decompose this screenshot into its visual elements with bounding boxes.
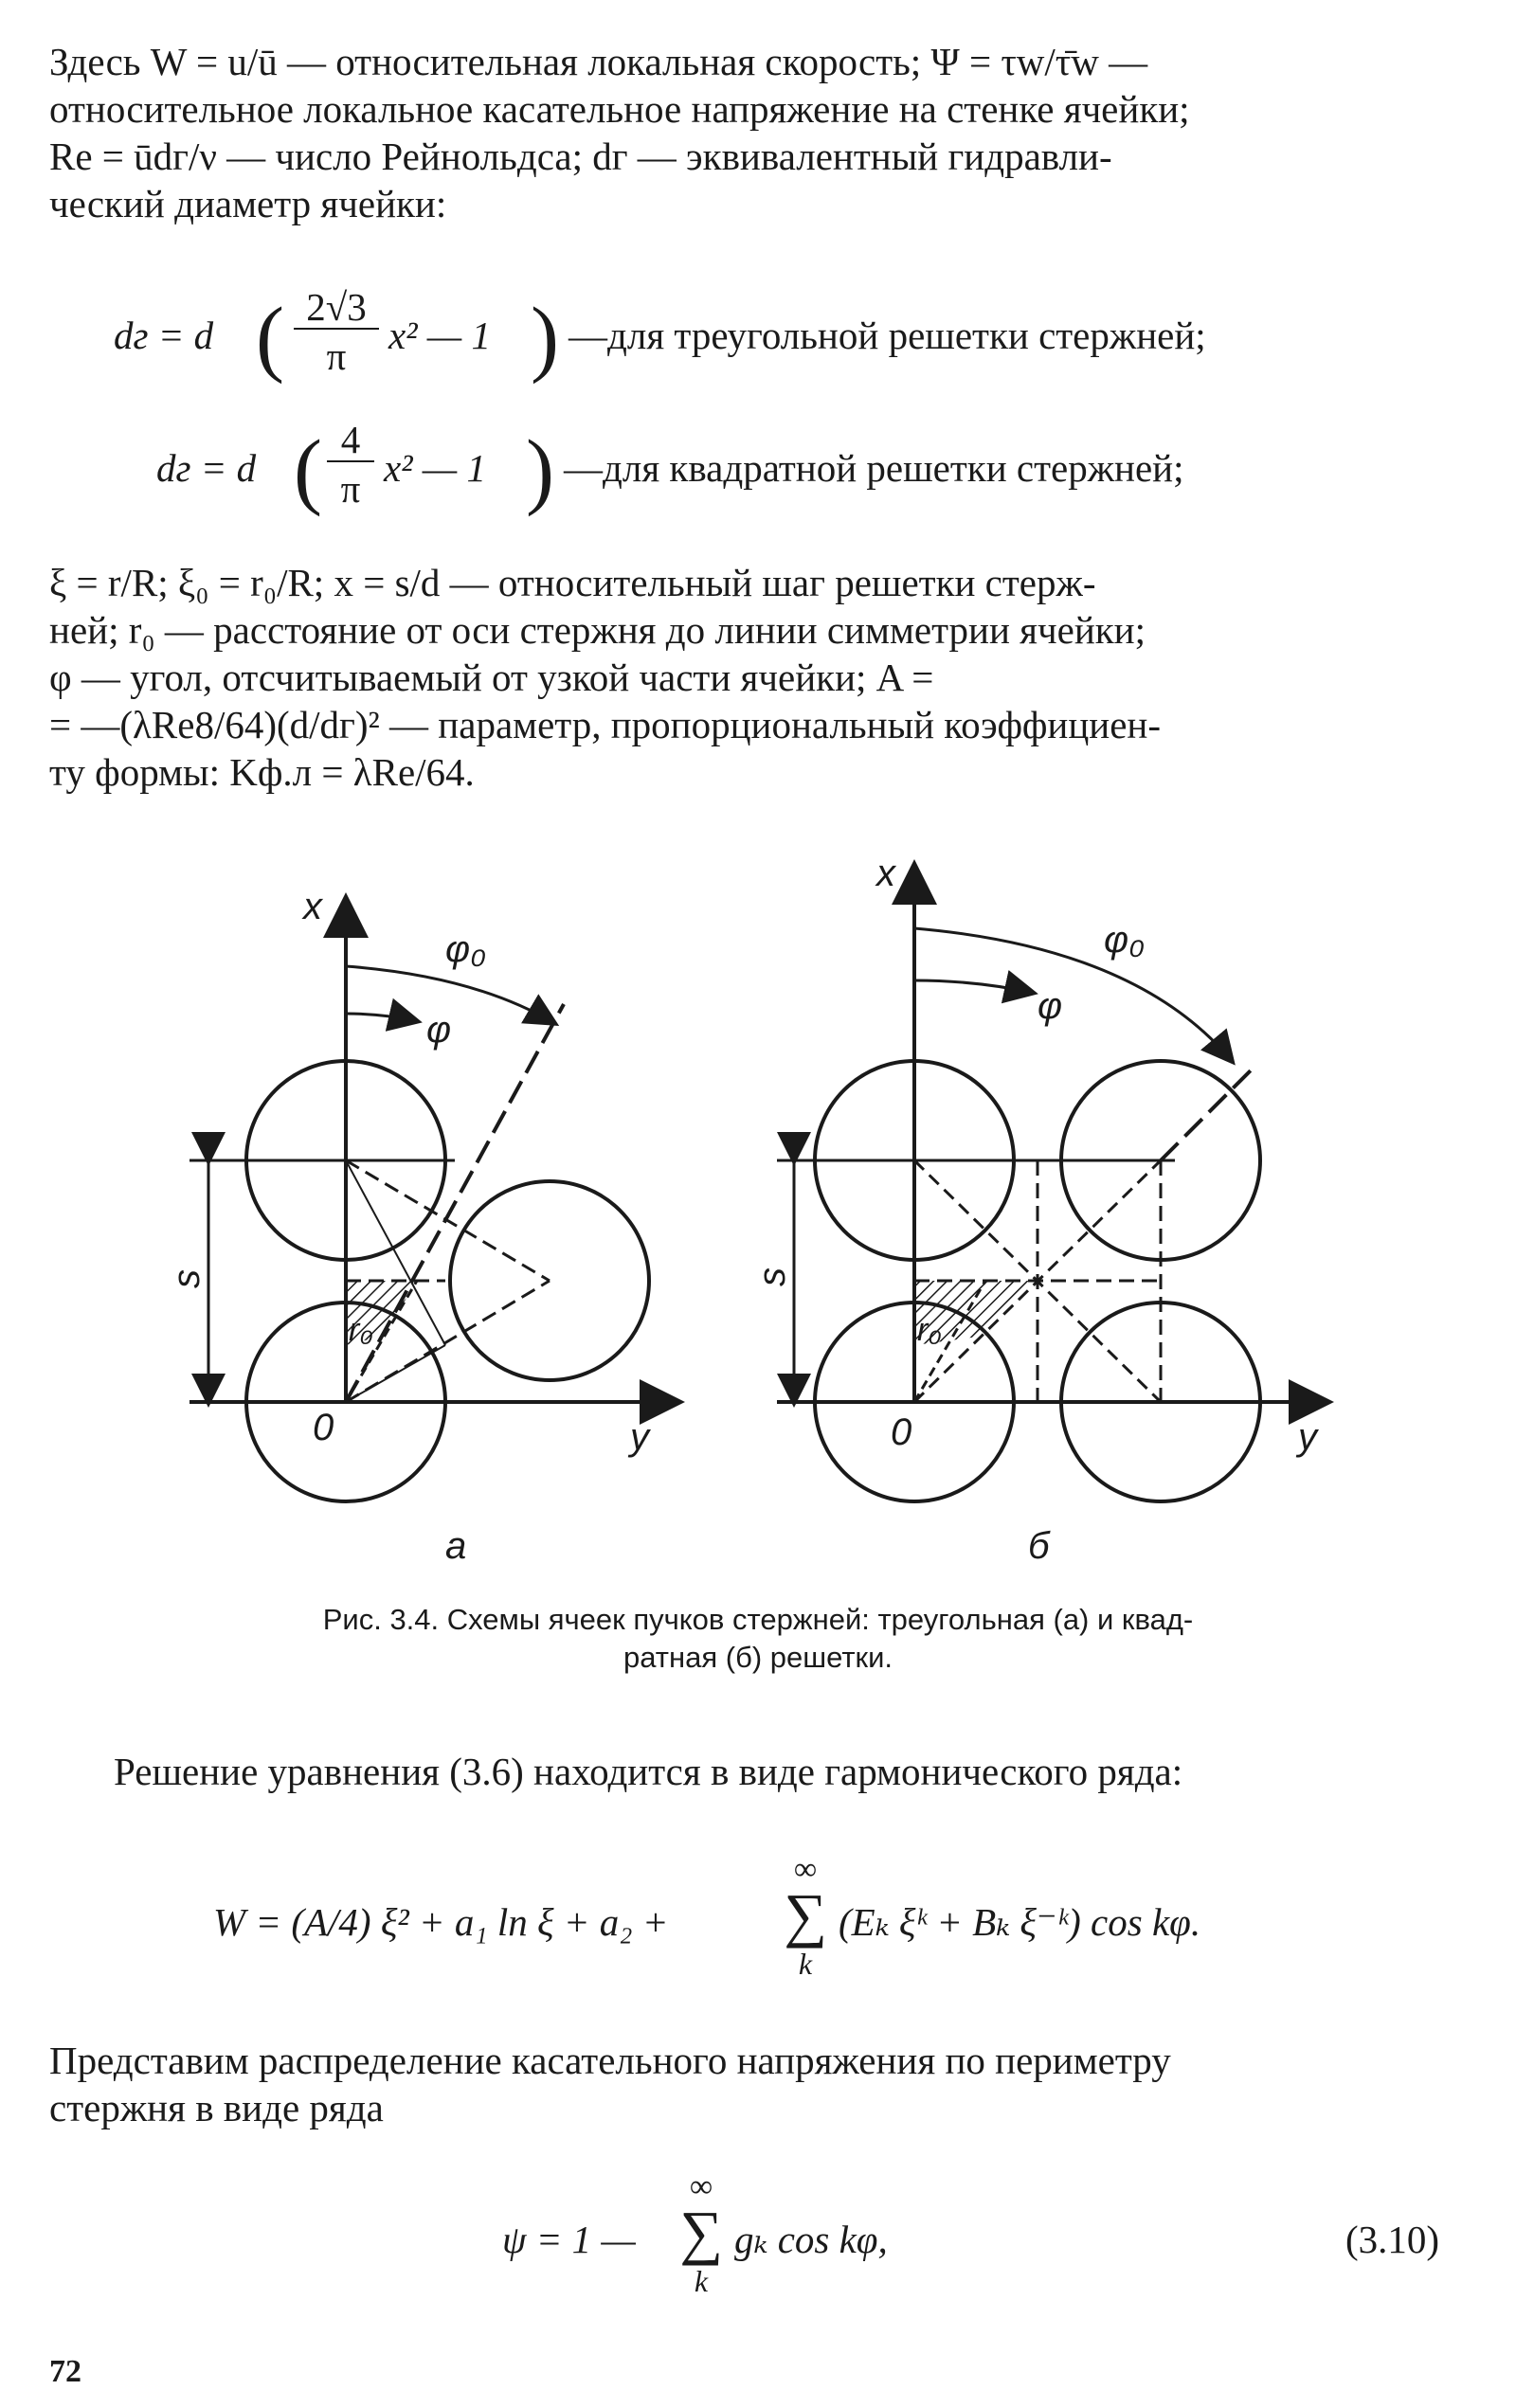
sum-upper: ∞ [689,2169,713,2204]
panel-label-a: a [445,1525,467,1567]
formula-note: —для квадратной решетки стержней; [564,446,1184,490]
text-line: Re = ūdг/ν — число Рейнольдса; dг — эквивалентный гидравли- [49,135,1112,178]
text-line: ξ = r/R; ξ₀ = r₀/R; x = s/d — относительный шаг решетки стерж- [49,561,1096,604]
y-axis-label: y [630,1416,649,1458]
formula-rest: x² — 1 [384,446,486,490]
text-line: = —(λRe8/64)(d/dг)² — параметр, пропорциональный коэффициен- [49,703,1162,746]
paren-close: ) [531,291,559,385]
sum-sign: ∑ [679,2199,723,2266]
paren-open: ( [294,423,322,517]
origin-label: 0 [313,1407,334,1448]
solution-paragraph [114,1748,1469,1795]
x-axis-label: x [303,886,322,927]
panel-label-b: б [1028,1525,1050,1567]
formula-lhs: dг = d [114,314,214,357]
panel-b-square [777,867,1326,1501]
frac-numerator: 4 [340,418,361,461]
panel-b-labels [751,853,1320,1567]
text-line: ту формы: Kф.л = λRe/64. [49,750,475,794]
triangle-side [346,1160,550,1281]
r0-label: r₀ [349,1312,373,1348]
intro-paragraph [49,38,1467,227]
y-axis-label: y [1298,1416,1317,1458]
r0-label: r₀ [917,1312,942,1348]
formula-psi-head: ψ = 1 — [502,2218,636,2261]
phi0-label: φ₀ [445,928,486,970]
x-axis-label: x [876,853,895,894]
thin-line [346,1345,445,1402]
sum-lower: k [798,1947,813,1981]
formula-w-head: W = (A/4) ξ² + a₁ ln ξ + a₂ + [213,1900,669,1944]
text-line: Здесь W = u/ū — относительная локальная скорость; Ψ = τw/τ̄w — [49,40,1148,83]
paren-open: ( [256,291,284,385]
origin-label: 0 [891,1411,912,1453]
formula-rest: x² — 1 [388,314,491,357]
text-line: ческий диаметр ячейки: [49,182,447,225]
frac-denominator: π [326,334,347,378]
phi0-ray [346,1004,564,1402]
s-label: s [166,1269,208,1288]
caption-line: Рис. 3.4. Схемы ячеек пучков стержней: треугольная (а) и квад- [322,1603,1194,1636]
text-line: φ — угол, отсчитываемый от узкой части ячейки; A = [49,656,934,699]
text-line: относительное локальное касательное напряжение на стенке ячейки; [49,87,1190,131]
panel-a-triangular [190,900,677,1501]
figure-caption [0,1601,1516,1677]
figure-rod-bundle-cells [0,834,1516,1591]
definitions-paragraph [49,559,1467,796]
frac-numerator: 2√3 [306,285,367,329]
page-number: 72 [49,2354,81,2389]
sum-lower: k [694,2264,709,2298]
s-label: s [751,1267,793,1286]
phi-arc [914,980,1033,993]
text-line: стержня в виде ряда [49,2086,384,2129]
text-line: Представим распределение касательного напряжения по периметру [49,2039,1171,2082]
text-line: ней; r₀ — расстояние от оси стержня до линии симметрии ячейки; [49,608,1146,652]
sum-upper: ∞ [793,1852,818,1887]
sum-sign: ∑ [784,1881,827,1949]
formula-lhs: dг = d [156,446,257,490]
phi0-arc [914,928,1232,1061]
formula-w-tail: (Eₖ ξᵏ + Bₖ ξ⁻ᵏ) cos kφ. [839,1900,1201,1944]
phi-label: φ [426,1009,452,1051]
phi-arc [346,1014,417,1021]
stress-paragraph [49,2037,1467,2131]
phi0-label: φ₀ [1104,919,1145,961]
frac-bar [294,328,379,330]
frac-bar [327,460,374,462]
phi-label: φ [1038,985,1063,1027]
equation-number: (3.10) [1345,2218,1440,2261]
phi0-ray [1161,1066,1255,1160]
paren-close: ) [526,423,554,517]
text-line: Решение уравнения (3.6) находится в виде гармонического ряда: [114,1750,1183,1793]
caption-line: ратная (б) решетки. [623,1641,893,1674]
formula-note: —для треугольной решетки стержней; [568,314,1206,357]
panel-a-labels [166,886,652,1567]
frac-denominator: π [340,467,361,511]
formula-psi-tail: gₖ cos kφ, [734,2218,888,2261]
